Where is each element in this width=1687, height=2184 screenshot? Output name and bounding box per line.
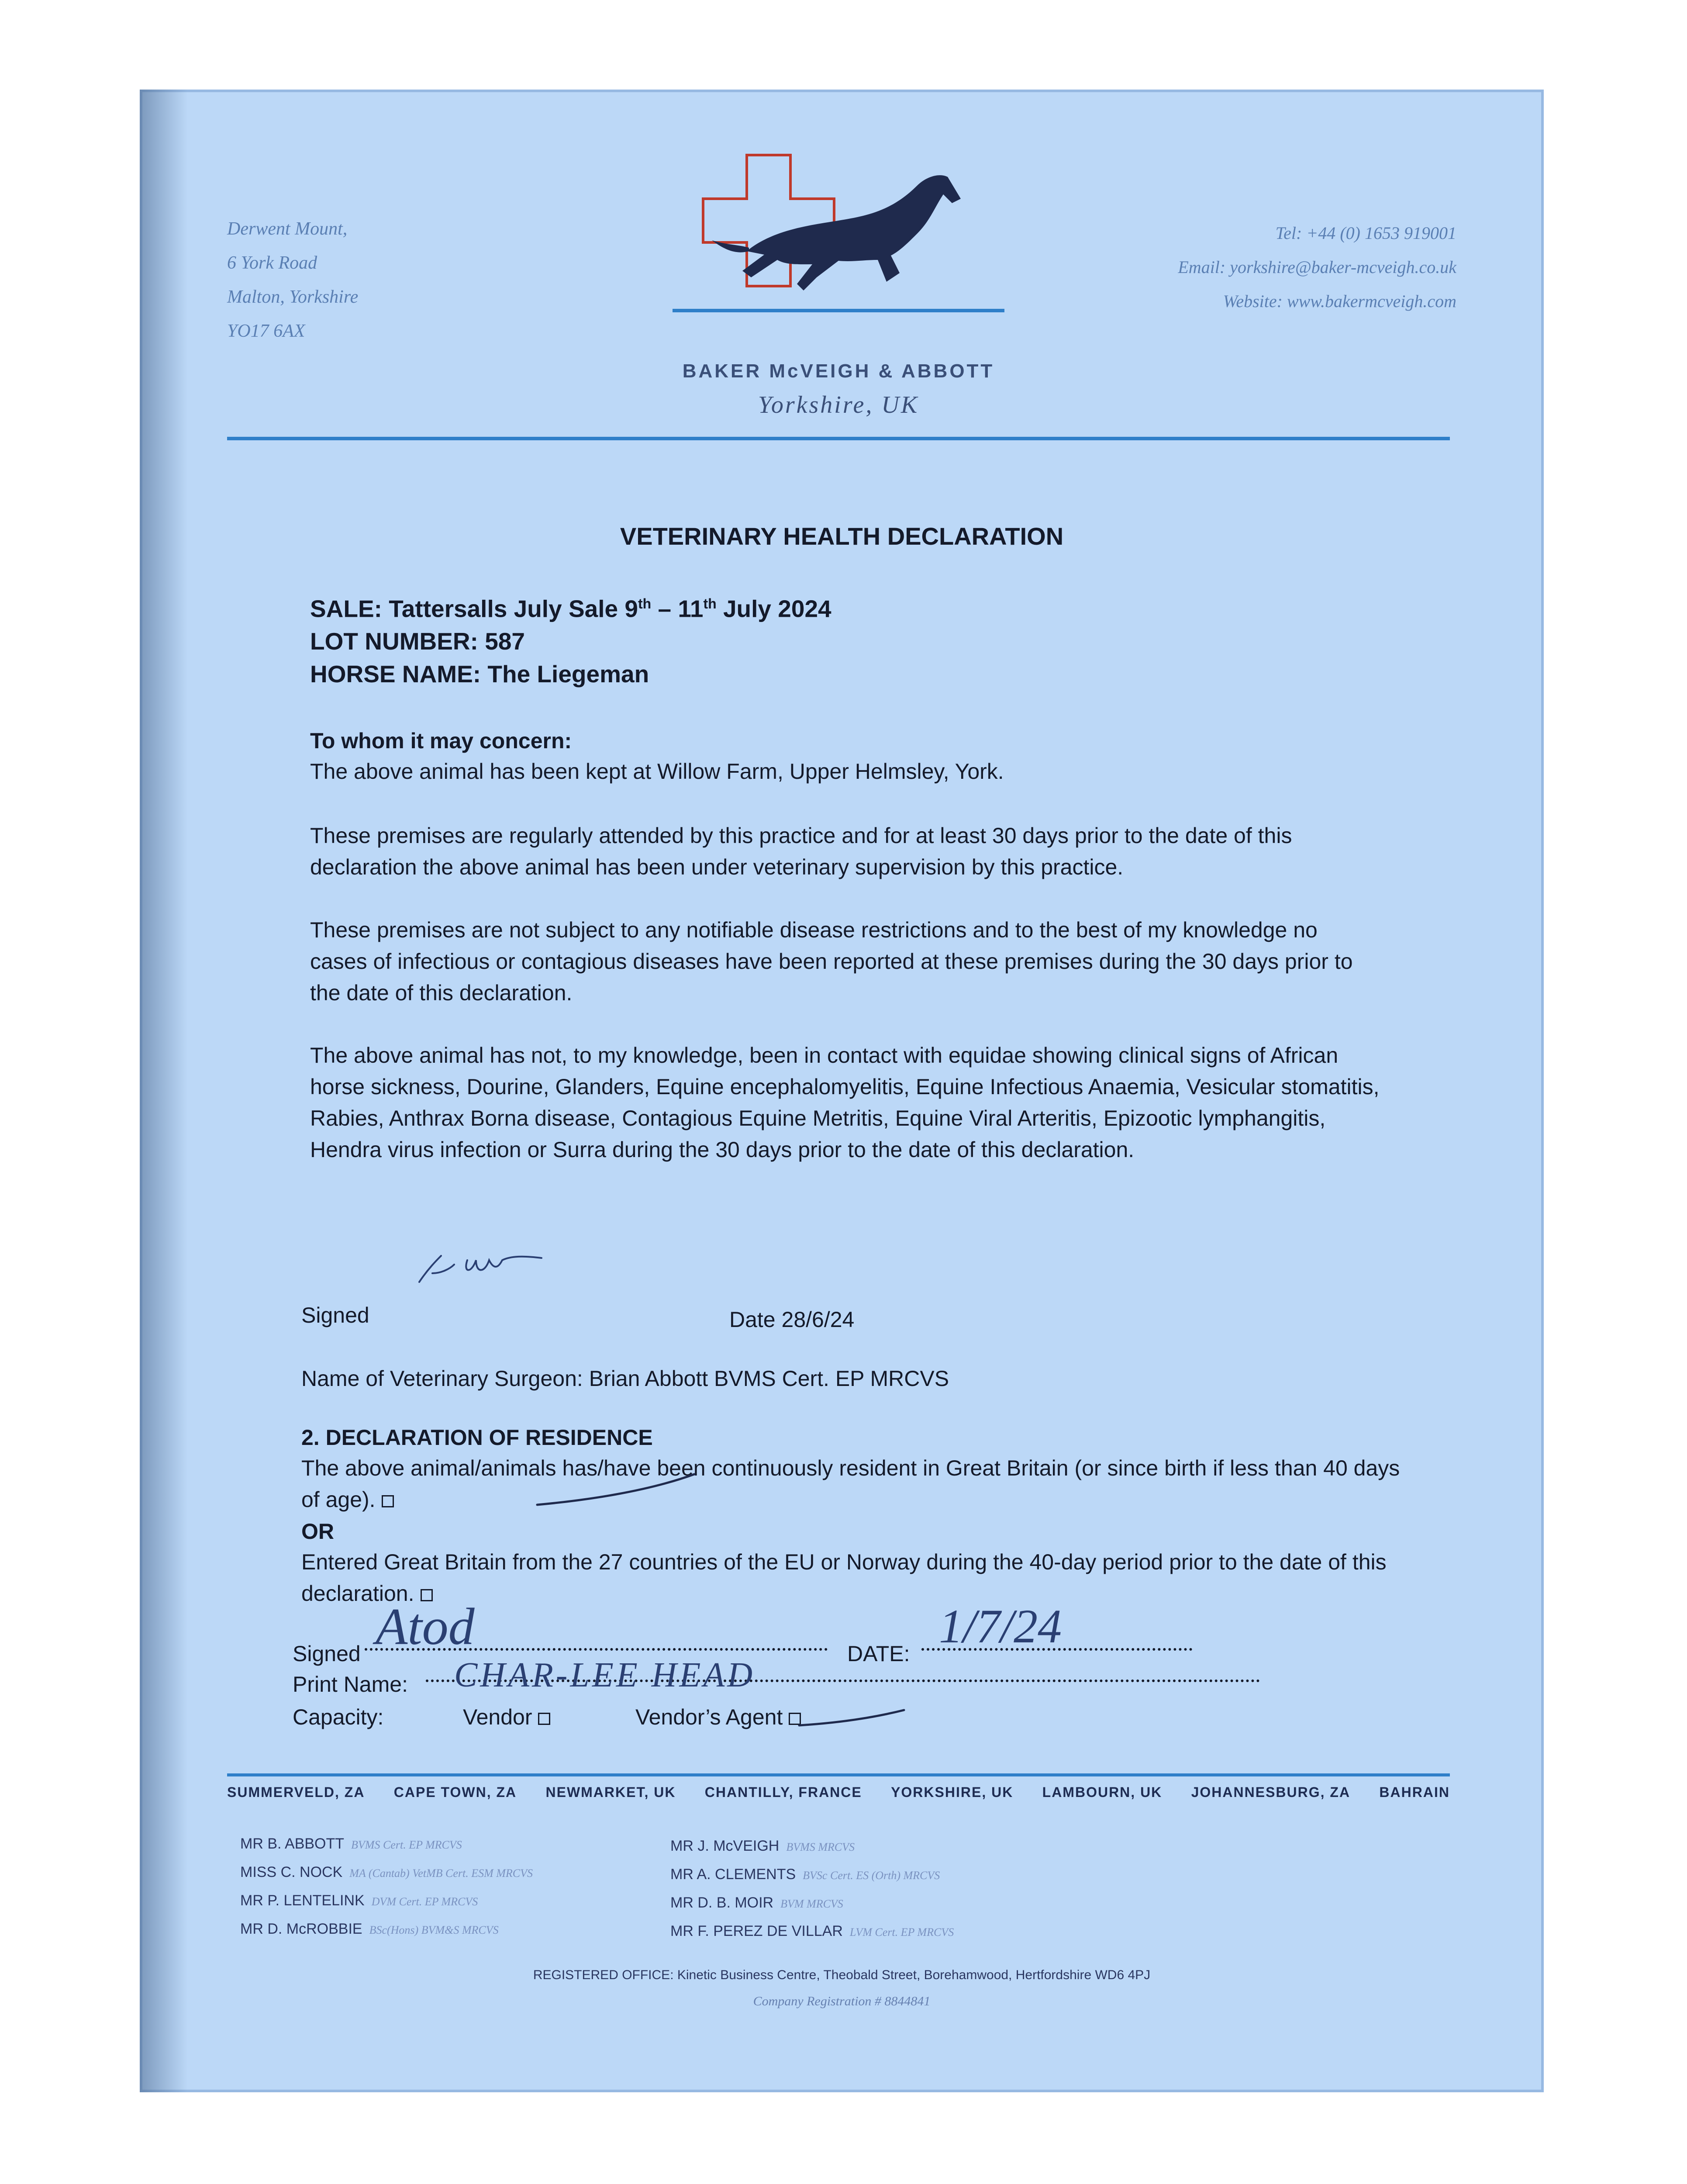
company-logo — [673, 146, 1004, 347]
staff-row: MR A. CLEMENTS BVSc Cert. ES (Orth) MRCVS — [670, 1866, 940, 1883]
letterhead-address — [227, 212, 358, 348]
contact-email: Email: yorkshire@baker-mcveigh.co.uk — [1178, 257, 1456, 277]
footer-rule — [227, 1773, 1450, 1776]
staff-row: MR J. McVEIGH BVMS MRCVS — [670, 1838, 855, 1854]
scan-shadow — [140, 90, 188, 2092]
address-line: Malton, Yorkshire — [227, 287, 359, 307]
vendor-option: Vendor — [463, 1701, 550, 1733]
document-page — [140, 90, 1544, 2092]
vet-name: Name of Veterinary Surgeon: Brian Abbott BVMS Cert. EP MRCVS — [301, 1366, 949, 1391]
company-registration: Company Registration # 8844841 — [753, 1994, 931, 2008]
paragraph-4: The above animal has not, to my knowledge, been in contact with equidae showing clinical signs of African horse sickness, Dourine, Glanders, Equine encephalomyelitis, Equine Infectious Anaemia, Vesicular stomatitis, Rabies, Anthrax Borna disease, Contagious Equine Metritis, Equine Viral Arteritis, Epizootic lymphangitis, Hendra virus infection or Surra during the 30 days prior to the date of this declaration. — [310, 1043, 1380, 1162]
paragraph-3: These premises are not subject to any notifiable disease restrictions and to the best of my knowledge no cases of infectious or contagious diseases have been reported at these premises during the 30 days prior to the date of this declaration. — [310, 918, 1353, 1005]
contact-website: Website: www.bakermcveigh.com — [1223, 291, 1456, 311]
date-label: DATE: — [847, 1641, 910, 1666]
location-item: BAHRAIN — [1379, 1784, 1450, 1800]
staff-row: MR D. B. MOIR BVM MRCVS — [670, 1894, 843, 1911]
address-line: Derwent Mount, — [227, 219, 348, 239]
staff-row: MR D. McROBBIE BSc(Hons) BVM&S MRCVS — [240, 1921, 499, 1937]
agent-tick-mark — [795, 1706, 908, 1732]
header-rule — [227, 437, 1450, 440]
vendor-agent-option: Vendor’s Agent — [635, 1701, 801, 1733]
entered-text: Entered Great Britain from the 27 countries of the EU or Norway during the 40-day period prior to the date of this declaration. — [301, 1550, 1387, 1606]
vendor-checkbox[interactable] — [538, 1713, 550, 1725]
address-line: 6 York Road — [227, 253, 317, 273]
signed-label: Signed — [293, 1641, 361, 1666]
contact-phone: Tel: +44 (0) 1653 919001 — [1275, 223, 1456, 243]
paragraph-1: The above animal has been kept at Willow Farm, Upper Helmsley, York. — [310, 759, 1004, 784]
address-line: YO17 6AX — [227, 321, 305, 341]
location-item: LAMBOURN, UK — [1042, 1784, 1163, 1800]
staff-row: MR P. LENTELINK DVM Cert. EP MRCVS — [240, 1892, 478, 1909]
paragraph-2: These premises are regularly attended by this practice and for at least 30 days prior to the date of this declaration the above animal has been under veterinary supervision by this practice. — [310, 823, 1292, 879]
document-title: VETERINARY HEALTH DECLARATION — [620, 522, 1064, 550]
staff-row: MR F. PEREZ DE VILLAR LVM Cert. EP MRCVS — [670, 1923, 954, 1939]
logo-rule — [673, 309, 1004, 312]
print-name-label: Print Name: — [293, 1672, 408, 1697]
location-item: JOHANNESBURG, ZA — [1191, 1784, 1351, 1800]
capacity-label: Capacity: — [293, 1705, 384, 1729]
staff-row: MISS C. NOCK MA (Cantab) VetMB Cert. ESM MRCVS — [240, 1864, 533, 1880]
handwritten-print-name: CHAR-LEE HEAD — [454, 1656, 756, 1694]
horse-name: HORSE NAME: The Liegeman — [310, 660, 649, 688]
salutation: To whom it may concern: — [310, 729, 572, 753]
location-item: CAPE TOWN, ZA — [393, 1784, 517, 1800]
residence-tick-mark — [533, 1470, 699, 1514]
letterhead-contact — [976, 216, 1456, 318]
galloping-horse-icon — [712, 175, 961, 290]
vet-signature — [411, 1243, 568, 1291]
residence-checkbox[interactable] — [382, 1495, 394, 1507]
vet-date: Date 28/6/24 — [729, 1307, 855, 1332]
location-item: NEWMARKET, UK — [545, 1784, 676, 1800]
location-item: CHANTILLY, FRANCE — [704, 1784, 862, 1800]
location-item: YORKSHIRE, UK — [891, 1784, 1014, 1800]
staff-row: MR B. ABBOTT BVMS Cert. EP MRCVS — [240, 1835, 462, 1852]
vet-signed-label: Signed — [301, 1303, 369, 1327]
footer-locations — [227, 1784, 1450, 1800]
section-2-title: 2. DECLARATION OF RESIDENCE — [301, 1425, 653, 1450]
handwritten-date: 1/7/24 — [939, 1600, 1062, 1653]
sale-line: SALE: Tattersalls July Sale 9th – 11th July 2024 — [310, 595, 831, 622]
staff-list-left — [240, 1830, 533, 1944]
sale-details — [310, 587, 831, 691]
location-item: SUMMERVELD, ZA — [227, 1784, 365, 1800]
registered-office: REGISTERED OFFICE: Kinetic Business Centre, Theobald Street, Borehamwood, Hertfordshire WD6 4PJ — [533, 1968, 1151, 1982]
residence-text: The above animal/animals has/have been continuously resident in Great Britain (or since birth if less than 40 days of age). — [301, 1456, 1400, 1512]
company-name: BAKER McVEIGH & ABBOTT — [682, 360, 995, 382]
or-label: OR — [301, 1519, 334, 1544]
handwritten-signature: Atod — [376, 1597, 475, 1655]
company-region: Yorkshire, UK — [758, 391, 919, 418]
lot-number: LOT NUMBER: 587 — [310, 628, 525, 655]
staff-list-right — [670, 1832, 954, 1946]
